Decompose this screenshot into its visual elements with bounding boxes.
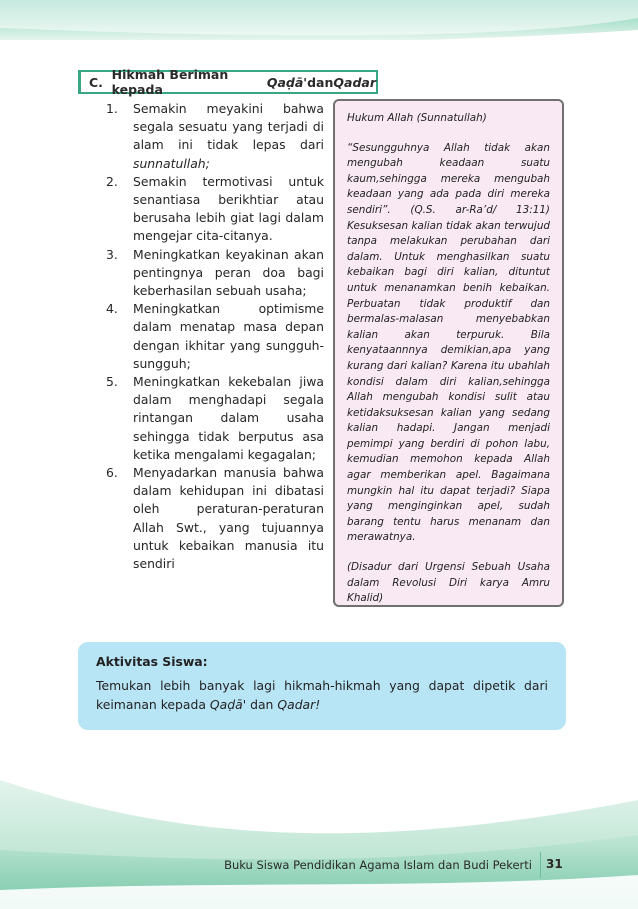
section-letter: C. [89,74,103,90]
list-item-number: 3. [106,246,118,262]
list-item [106,100,324,173]
activity-italic1: Qaḍā' [209,696,247,712]
section-heading [78,67,378,97]
activity-text-part1: Temukan lebih banyak lagi hikmah-hikmah yang dapat dipetik dari keimanan kepada [96,678,548,712]
list-item [106,173,324,246]
quote-box [333,99,564,607]
activity-text-mid: dan [246,696,278,712]
list-item-number: 2. [106,173,118,189]
list-item-text: Meningkatkan kekebalan jiwa dalam menghadapi segala rintangan dalam usaha sehingga tidak berputus asa ketika mengalami kegagalan; [133,374,324,462]
list-item [106,300,324,373]
quote-source: (Disadur dari Urgensi Sebuah Usaha dalam Revolusi Diri karya Amru Khalid) [347,561,550,605]
footer-divider [540,852,541,878]
list-item-italic: sunnatullah; [133,155,210,171]
section-title-part2: dan [307,74,334,90]
list-item-number: 6. [106,465,118,481]
list-item [106,246,324,301]
student-activity-box [78,642,566,730]
list-item-text: Meningkatkan keyakinan akan pentingnya peran doa bagi keberhasilan sebuah usaha; [133,246,324,299]
activity-italic2: Qadar! [277,696,321,712]
list-item-number: 4. [106,301,118,317]
list-item [106,373,324,464]
list-item-text: Semakin termotivasi untuk senantiasa berikhtiar atau berusaha lebih giat lagi dalam mengejar cita-citanya. [133,173,324,244]
section-title-italic2: Qadar [333,74,376,90]
quote-body: “Sesungguhnya Allah tidak akan mengubah keadaan suatu kaum,sehingga mereka mengubah keadaan yang ada pada diri mereka sendiri”. (Q.S. ar-Ra’d/ 13:11) Kesuksesan kalian tidak akan terwujud tanpa melakukan perubahan dari dalam. Untuk menghasilkan suatu kebaikan bagi diri kalian, dituntut untuk menanamkan benih kebaikan. Perbuatan tidak produktif dan bermalas-malasan menyebabkan kalian akan terpuruk. Bila kenyataannnya demikian,apa yang kurang dari kalian? Karena itu ubahlah kondisi dalam diri kalian,sehingga Allah mengubah kondisi sulit atau ketidaksuksesan kalian yang sedang kalian hadapi. Jangan menjadi pemimpi yang berdiri di pohon labu, kemudian memohon kepada Allah agar memberikan apel. Bagaimana mungkin hal itu dapat terjadi? Siapa yang menginginkan apel, sudah barang tentu harus menanam dan merawatnya. [347,141,550,544]
list-item [106,464,324,573]
list-item-number: 1. [106,101,118,116]
footer-book-title: Buku Siswa Pendidikan Agama Islam dan Budi Pekerti [224,858,532,872]
section-title-part1: Hikmah Beriman kepada [111,67,229,97]
page-number: 31 [546,857,563,871]
activity-title: Aktivitas Siswa: [96,654,208,669]
list-item-text: Semakin meyakini bahwa segala sesuatu yang terjadi di alam ini tidak lepas dari [133,101,324,153]
list-item-number: 5. [106,374,118,390]
list-item-text: Meningkatkan optimisme dalam menatap masa depan dengan ikhitar yang sungguh-sungguh; [133,301,324,371]
activity-text [96,677,548,714]
top-curve-decoration [0,0,638,60]
list-item-text: Menyadarkan manusia bahwa dalam kehidupan ini dibatasi oleh peraturan-peraturan Allah Swt., yang tujuannya untuk kebaikan manusia itu sendiri [133,465,324,572]
hikmah-list [106,100,324,573]
section-title-italic1: Qaḍā' [266,74,308,90]
bottom-decorative-waves [0,740,638,909]
quote-heading: Hukum Allah (Sunnatullah) [347,112,487,124]
